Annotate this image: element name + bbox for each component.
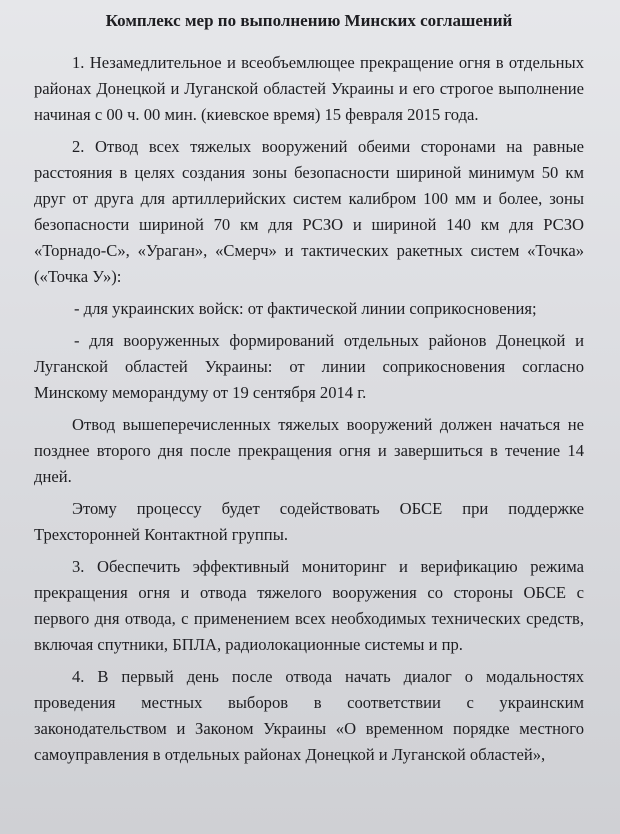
paragraph-osce-support: Этому процессу будет содействовать ОБСЕ при поддержке Трехсторонней Контактной группы.	[34, 499, 584, 544]
paragraph-dash-armed-formations: - для вооруженных формирований отдельных районов Донецкой и Луганской областей Украины: от линии соприкосновения согласно Минскому меморандуму от 19 сентября 2014 г.	[34, 331, 584, 402]
paragraph-point-3: 3. Обеспечить эффективный мониторинг и верификацию режима прекращения огня и отвода тяжелого вооружения со стороны ОБСЕ с первого дня отвода, с применением всех необходимых технических средств, включая спутники, БПЛА, радиолокационные системы и пр.	[34, 557, 584, 654]
paragraph-dash-ukrainian-forces: - для украинских войск: от фактической линии соприкосновения;	[74, 299, 537, 318]
document-title: Комплекс мер по выполнению Минских соглашений	[105, 11, 513, 30]
paragraph-withdrawal-timing: Отвод вышеперечисленных тяжелых вооружений должен начаться не позднее второго дня после прекращения огня и завершиться в течение 14 дней.	[34, 415, 584, 486]
paragraph-point-2: 2. Отвод всех тяжелых вооружений обеими сторонами на равные расстояния в целях создания зоны безопасности шириной минимум 50 км друг от друга для артиллерийских систем калибром 100 мм и более, зоны безопасности шириной 70 км для РСЗО и шириной 140 км для РСЗО «Торнадо-С», «Ураган», «Смерч» и тактических ракетных систем «Точка» («Точка У»):	[34, 137, 584, 286]
paragraph-point-1: 1. Незамедлительное и всеобъемлющее прекращение огня в отдельных районах Донецкой и Луганской областей Украины и его строгое выполнение начиная с 00 ч. 00 мин. (киевское время) 15 февраля 2015 года.	[34, 53, 584, 124]
paragraph-point-4: 4. В первый день после отвода начать диалог о модальностях проведения местных выборов в соответствии с украинским законодательством и Законом Украины «О временном порядке местного самоуправления в отдельных районах Донецкой и Луганской областей»,	[34, 667, 584, 764]
